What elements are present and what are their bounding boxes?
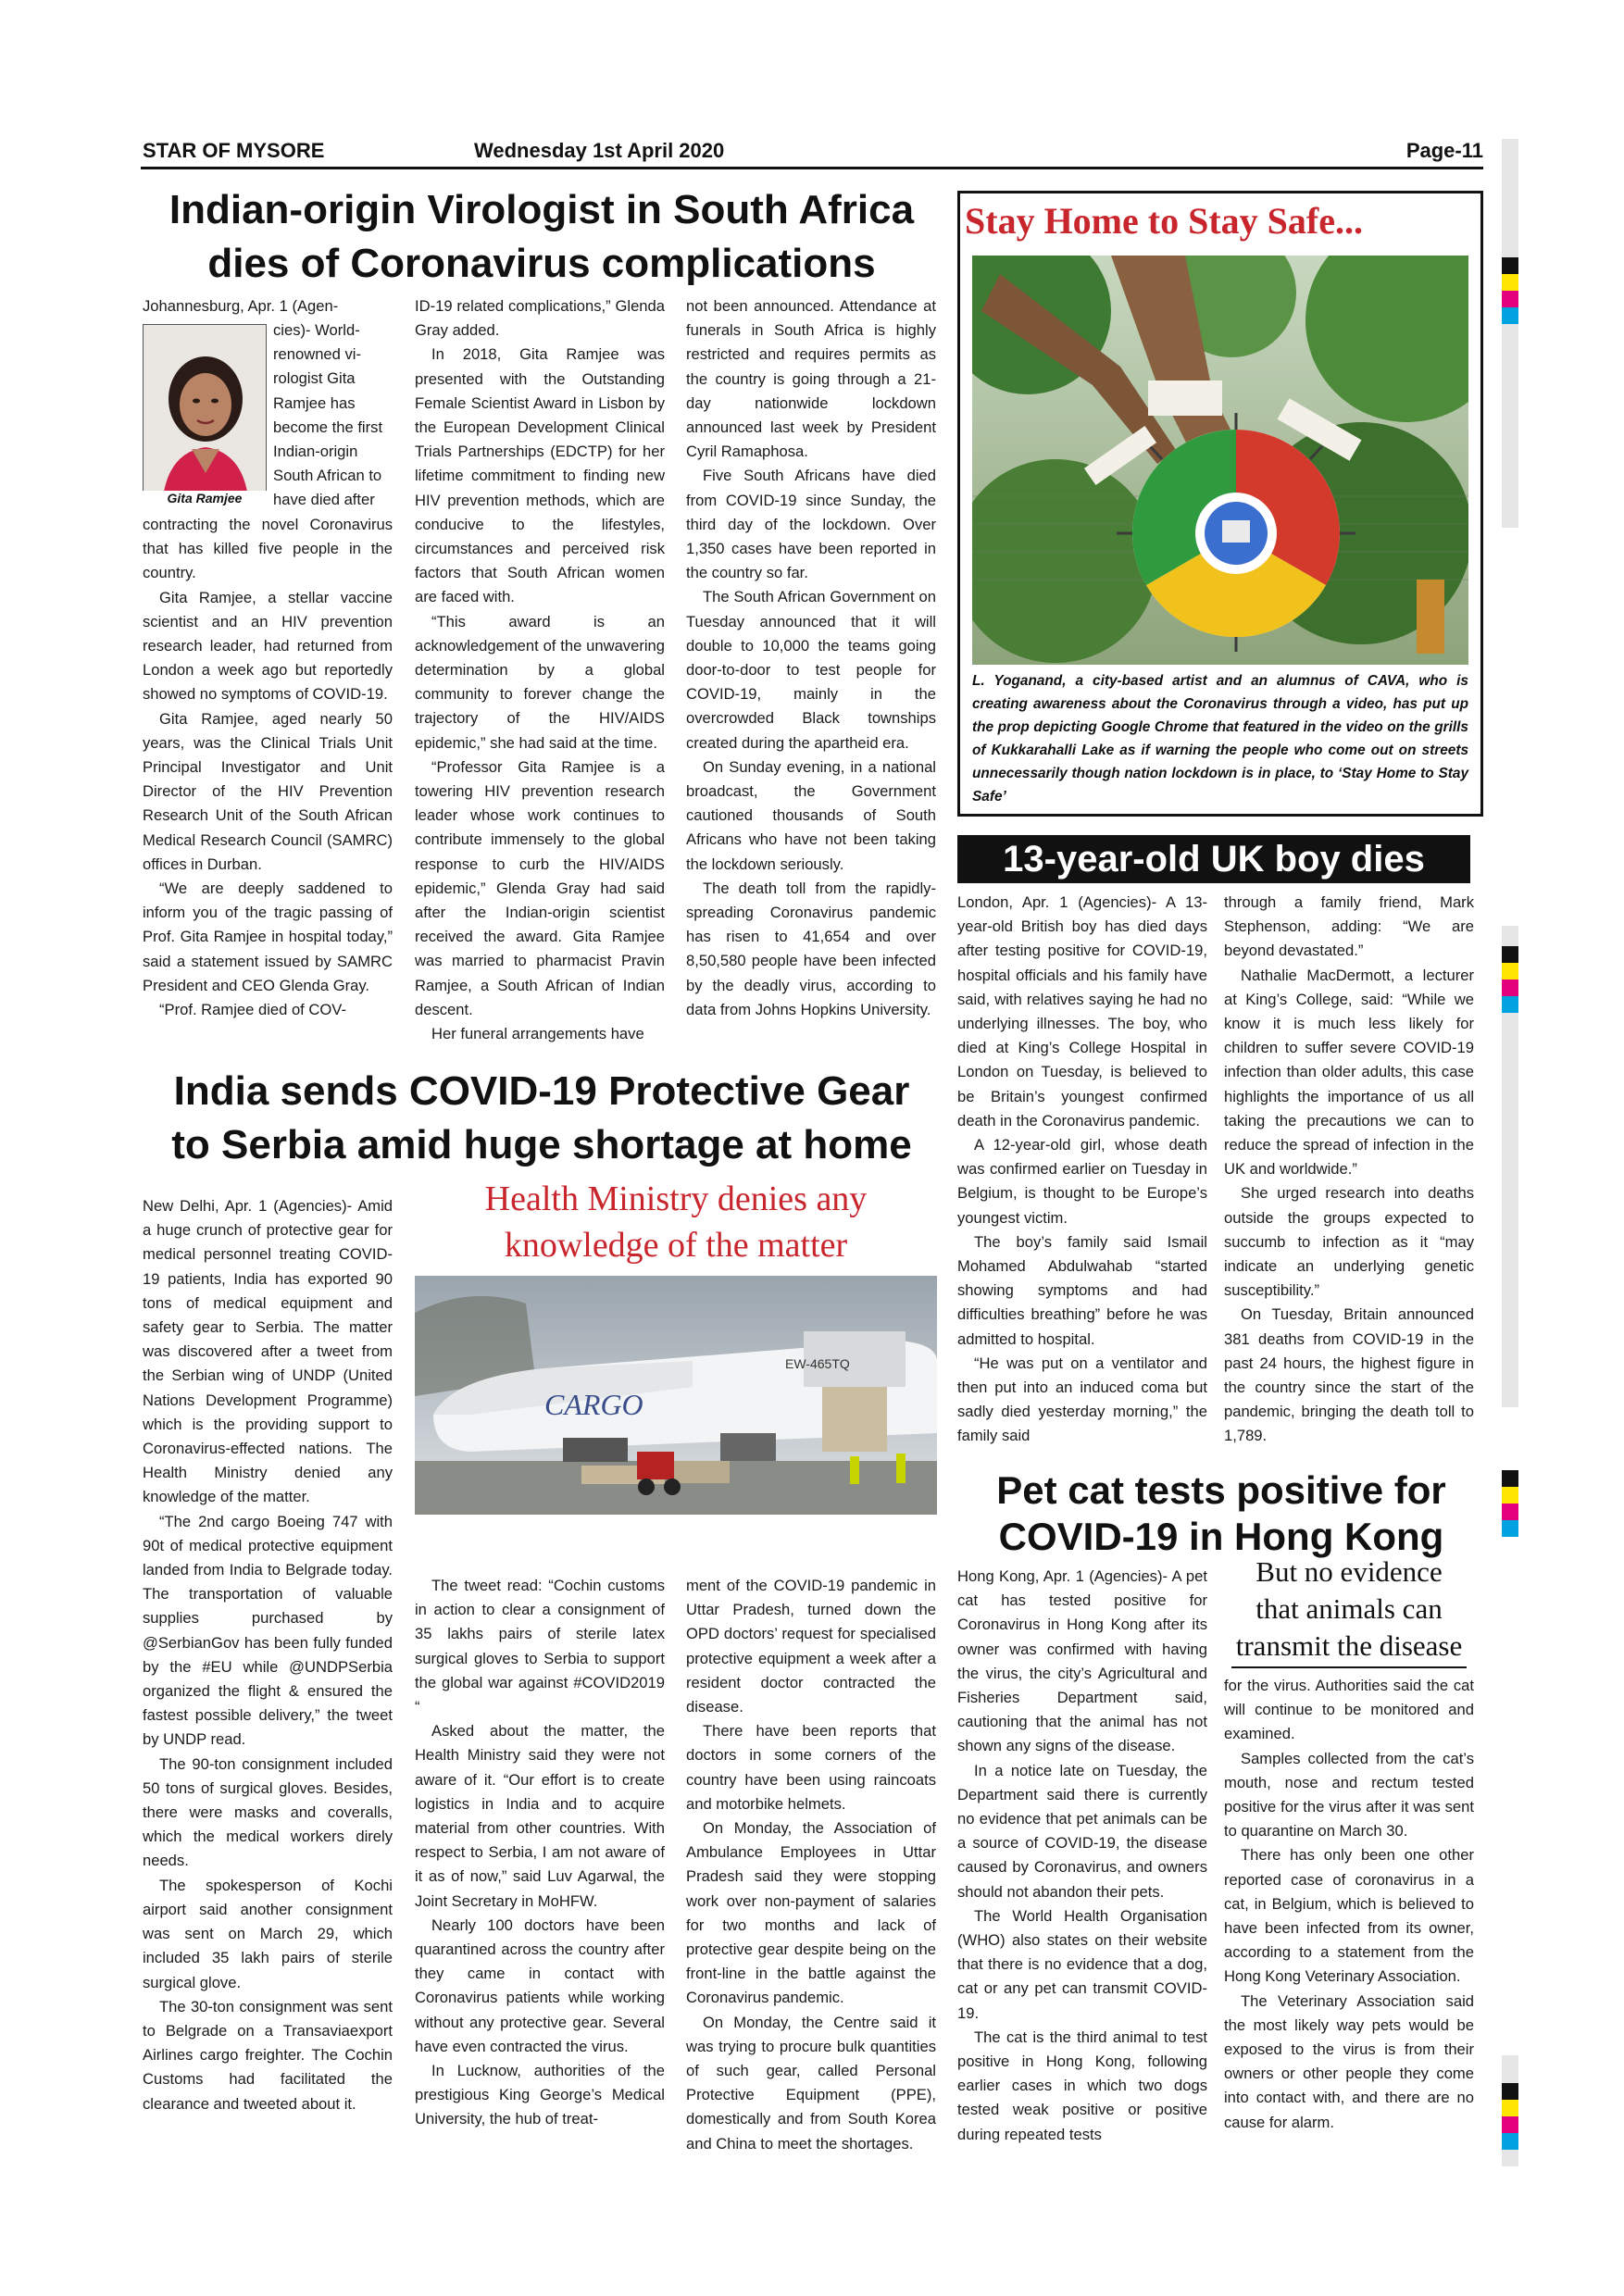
paragraph: “This award is an acknowledgement of the unwavering determination by a global community to forever change the trajectory of the HIV/AIDS epidemic,” she had said at the time. xyxy=(415,612,665,752)
issue-date: Wednesday 1st April 2020 xyxy=(474,139,725,162)
color-registration-marks xyxy=(1502,1470,1518,1537)
paragraph: “He was put on a ventilator and then put into an induced coma but sadly died yesterday morning,” the family said xyxy=(957,1354,1207,1445)
paragraph: The South African Government on Tuesday announced that it will double to 10,000 the teams going door-to-door to test people for COVID-19, mainly in the overcrowded Black townships created during the apartheid era. xyxy=(686,588,936,752)
story1-headline xyxy=(139,183,944,291)
wrap-line: rologist Gita xyxy=(273,369,356,388)
paragraph: London, Apr. 1 (Agencies)- A 13-year-old British boy has died days after testing positive for COVID-19, hospital officials and his family have said, with relatives saying he had no underlying illnesses. The boy, who died at King’s College Hospital in London on Tuesday, is believed to be Britain’s youngest confirmed death in the Coronavirus pandemic. xyxy=(957,893,1207,1129)
paragraph: Her funeral arrangements have xyxy=(431,1025,644,1043)
story4-headline xyxy=(957,1467,1485,1560)
story2-deck xyxy=(415,1176,937,1268)
photo-caption: Gita Ramjee xyxy=(143,491,267,505)
story1-dateline: Johannesburg, Apr. 1 (Agen- xyxy=(143,297,339,315)
paragraph: Five South Africans have died from COVID-19 since Sunday, the third day of the lockdown. Over 1,350 cases have been reported in the country so far. xyxy=(686,467,936,582)
story1-headline-line2: dies of Coronavirus complications xyxy=(207,241,876,286)
paragraph: for the virus. Authorities said the cat will continue to be monitored and examined. xyxy=(1224,1677,1474,1743)
story4-headline-line2: COVID-19 in Hong Kong xyxy=(998,1515,1444,1558)
paragraph: The death toll from the rapidly-spreading Coronavirus pandemic has risen to 41,654 and over 8,50,580 people have been infected by the deadly virus, according to data from Johns Hopkins University. xyxy=(686,879,936,1018)
story4-headline-line1: Pet cat tests positive for xyxy=(996,1468,1446,1512)
stay-home-photo xyxy=(972,256,1468,665)
paragraph: not been announced. Attendance at funerals in South Africa is highly restricted and requires permits as the country is going through a 21-day nationwide lockdown announced last week by President Cyril Ramaphosa. xyxy=(686,297,936,461)
paragraph: Gita Ramjee, a stellar vaccine scientist and an HIV prevention research leader, had returned from London a week ago but reportedly showed no symptoms of COVID-19. xyxy=(143,588,393,704)
paragraph: A 12-year-old girl, whose death was confirmed earlier on Tuesday in Belgium, is thought to be Europe’s youngest victim. xyxy=(957,1136,1207,1227)
story1-wrap xyxy=(273,318,393,513)
page-number: Page-11 xyxy=(1405,139,1483,162)
paragraph: ment of the COVID-19 pandemic in Uttar Pradesh, turned down the OPD doctors’ request for specialised protective equipment a week after a resident doctor contracted the disease. xyxy=(686,1577,936,1716)
wrap-line: have died after xyxy=(273,491,375,509)
paragraph: On Monday, the Centre said it was trying to procure bulk quantities of such gear, called Personal Protective Equipment (PPE), domestically and from South Korea and China to meet the shortages. xyxy=(686,2013,936,2152)
paragraph: Nathalie MacDermott, a lecturer at King’s College, said: “While we know it is much less likely for children to suffer severe COVID-19 infection than older adults, this case highlights the importance of us all taking the precautions we can to reduce the spread of infection in the UK and worldwide.” xyxy=(1224,966,1474,1179)
wrap-line: become the first xyxy=(273,418,383,436)
paragraph: She urged research into deaths outside the groups expected to succumb to infection as it “may indicate an underlying genetic susceptibility.” xyxy=(1224,1184,1474,1300)
paragraph: Samples collected from the cat’s mouth, nose and rectum tested positive for the virus after it was sent to quarantine on March 30. xyxy=(1224,1749,1474,1841)
gita-ramjee-photo xyxy=(143,324,267,505)
paragraph: Gita Ramjee, aged nearly 50 years, was the Clinical Trials Unit Principal Investigator and Unit Director of the HIV Prevention Research Unit of the South African Medical Research Council (SAMRC) offices in Durban. xyxy=(143,709,393,873)
paragraph: Hong Kong, Apr. 1 (Agencies)- A pet cat has tested positive for Coronavirus in Hong Kong after its owner was confirmed with having the virus, the city’s Agricultural and Fisheries Department said, cautioning that the animal has not shown any signs of the disease. xyxy=(957,1567,1207,1755)
story1-headline-line1: Indian-origin Virologist in South Africa xyxy=(169,187,915,232)
wrap-line: cies)- World- xyxy=(273,321,360,339)
paragraph: The Veterinary Association said the most likely way pets would be exposed to the virus is from their owners or other people they come into contact with, and there are no cause for alarm. xyxy=(1224,1991,1474,2131)
paragraph: The 90-ton consignment included 50 tons of surgical gloves. Besides, there were masks and coveralls, which the medical workers direly needs. xyxy=(143,1754,393,1870)
paragraph: The tweet read: “Cochin customs in action to clear a consignment of 35 lakhs pairs of sterile latex surgical gloves to Serbia to support the global war against #COVID2019 “ xyxy=(415,1577,665,1716)
story3-col2 xyxy=(1224,891,1474,1449)
color-registration-marks xyxy=(1502,2083,1518,2150)
paragraph: “Prof. Ramjee died of COV- xyxy=(159,1001,346,1019)
wrap-line: renowned vi- xyxy=(273,345,362,364)
story1-col1 xyxy=(143,513,393,1022)
paragraph: “Professor Gita Ramjee is a towering HIV prevention research leader whose work continues to contribute immensely to the global response to curb the HIV/AIDS epidemic,” Glenda Gray had said after the Indian-origin scientist received the award. Gita Ramjee was married to pharmacist Pravin Ramjee, a South African of Indian descent. xyxy=(415,757,665,1018)
story4-deck-line2: that animals can xyxy=(1255,1592,1443,1625)
paragraph: The boy’s family said Ismail Mohamed Abdulwahab “started showing symptoms and had difficulties breathing” before he was admitted to hospital. xyxy=(957,1232,1207,1348)
paragraph: In 2018, Gita Ramjee was presented with the Outstanding Female Scientist Award in Lisbon by the European Development Clinical Trials Partnerships (EDCTP) for her lifetime commitment to finding new HIV prevention methods, which are conducive to the lifestyles, circumstances and perceived risk factors that South African women are faced with. xyxy=(415,345,665,606)
paragraph: In a notice late on Tuesday, the Department said there is currently no evidence that pet animals can be a source of COVID-19, the disease caused by Coronavirus, and owners should not abandon their pets. xyxy=(957,1761,1207,1901)
story3-headline: 13-year-old UK boy dies xyxy=(957,835,1470,883)
story2-headline-line2: to Serbia amid huge shortage at home xyxy=(171,1122,912,1167)
stay-home-caption: L. Yoganand, a city-based artist and an alumnus of CAVA, who is creating awareness about the Coronavirus through a video, has put up the prop depicting Google Chrome that featured in the video on the grills of Kukkarahalli Lake as if warning the people who come out on streets unnecessarily though nation lockdown is in place, to ‘Stay Home to Stay Safe’ xyxy=(972,673,1468,805)
story2-deck-line2: knowledge of the matter xyxy=(504,1226,848,1265)
paragraph: through a family friend, Mark Stephenson, adding: “We are beyond devastated.” xyxy=(1224,893,1474,960)
deck-rule xyxy=(1231,1666,1467,1668)
story2-col1 xyxy=(143,1194,393,2116)
cargo-plane-photo xyxy=(415,1276,937,1515)
story3-col1 xyxy=(957,891,1207,1449)
paragraph: On Sunday evening, in a national broadcast, the Government cautioned thousands of South Africans who have not been taking the lockdown seriously. xyxy=(686,757,936,873)
story1-col2 xyxy=(415,294,665,1046)
paragraph: New Delhi, Apr. 1 (Agencies)- Amid a huge crunch of protective gear for medical personnel treating COVID-19 patients, India has exported 90 tons of medical equipment and safety gear to Serbia. The matter was discovered after a tweet from the Serbian wing of UNDP (United Nations Development Programme) which is the providing support to Coronavirus-effected nations. The Health Ministry denied any knowledge of the matter. xyxy=(143,1197,393,1506)
paragraph: Nearly 100 doctors have been quarantined across the country after they came in contact with Coronavirus patients while working without any protective gear. Several have even contracted the virus. xyxy=(415,1915,665,2055)
story2-col2 xyxy=(415,1574,665,2132)
story4-deck xyxy=(1224,1554,1474,1665)
plane-registration: EW-465TQ xyxy=(785,1356,850,1371)
story2-headline xyxy=(139,1065,944,1172)
paragraph: Asked about the matter, the Health Ministry said they were not aware of it. “Our effort is to create logistics in India and to acquire material from other countries. With respect to Serbia, I am not aware of it as of now,” said Luv Agarwal, the Joint Secretary in MoHFW. xyxy=(415,1722,665,1910)
paragraph: In Lucknow, authorities of the prestigious King George’s Medical University, the hub of treat- xyxy=(415,2062,665,2128)
paragraph: On Monday, the Association of Ambulance Employees in Uttar Pradesh said they were stopping work over non-payment of salaries for two months and lack of protective gear despite being on the front-line in the battle against the Coronavirus pandemic. xyxy=(686,1819,936,2007)
color-registration-marks xyxy=(1502,257,1518,324)
story2-col3 xyxy=(686,1574,936,2156)
paragraph: ID-19 related complications,” Glenda Gray added. xyxy=(415,297,665,340)
paragraph: The 30-ton consignment was sent to Belgrade on a Transaviaexport Airlines cargo freighter. The Cochin Customs had facilitated the clearance and tweeted about it. xyxy=(143,1997,393,2113)
paragraph: The World Health Organisation (WHO) also states on their website that there is no evidence that a dog, cat or any pet can transmit COVID-19. xyxy=(957,1906,1207,2022)
story1-col3 xyxy=(686,294,936,1022)
story4-deck-line1: But no evidence xyxy=(1255,1555,1443,1588)
story2-headline-line1: India sends COVID-19 Protective Gear xyxy=(173,1068,910,1114)
color-registration-marks xyxy=(1502,946,1518,1013)
paragraph: “The 2nd cargo Boeing 747 with 90t of medical protective equipment landed from India to Belgrade today. The transportation of valuable supplies purchased by @SerbianGov has been fully funded by the #EU while @UNDPSerbia organized the flight & ensured the fastest possible delivery,” the tweet by UNDP read. xyxy=(143,1512,393,1749)
stay-home-title: Stay Home to Stay Safe... xyxy=(965,200,1363,242)
masthead-rule xyxy=(141,167,1483,169)
story4-col1 xyxy=(957,1565,1207,2147)
paper-name: STAR OF MYSORE xyxy=(143,139,325,162)
margin-strip-top xyxy=(1502,139,1518,528)
story4-deck-line3: transmit the disease xyxy=(1235,1629,1463,1662)
paragraph: On Tuesday, Britain announced 381 deaths from COVID-19 in the past 24 hours, the highest figure in the country since the start of the pandemic, bringing the death toll to 1,789. xyxy=(1224,1305,1474,1445)
paragraph: The spokesperson of Kochi airport said another consignment was sent on March 29, which included 35 lakh pairs of sterile surgical glove. xyxy=(143,1876,393,1991)
paragraph: contracting the novel Coronavirus that has killed five people in the country. xyxy=(143,516,393,582)
wrap-line: Ramjee has xyxy=(273,393,356,412)
paragraph: There have been reports that doctors in some corners of the country have been using raincoats and motorbike helmets. xyxy=(686,1722,936,1813)
paragraph: The cat is the third animal to test positive in Hong Kong, following earlier cases in which two dogs tested weak positive or positive during repeated tests xyxy=(957,2028,1207,2143)
wrap-line: Indian-origin xyxy=(273,443,358,461)
story2-deck-line1: Health Ministry denies any xyxy=(484,1179,868,1218)
wrap-line: South African to xyxy=(273,467,382,485)
paragraph: There has only been one other reported case of coronavirus in a cat, in Belgium, which is believed to have been infected from its owner, according to a statement from the Hong Kong Veterinary Association. xyxy=(1224,1846,1474,1986)
story4-col2 xyxy=(1224,1674,1474,2135)
paragraph: “We are deeply saddened to inform you of the tragic passing of Prof. Gita Ramjee in hospital today,” said a statement issued by SAMRC President and CEO Glenda Gray. xyxy=(143,880,393,994)
plane-cargo-text: CARGO xyxy=(544,1388,643,1421)
